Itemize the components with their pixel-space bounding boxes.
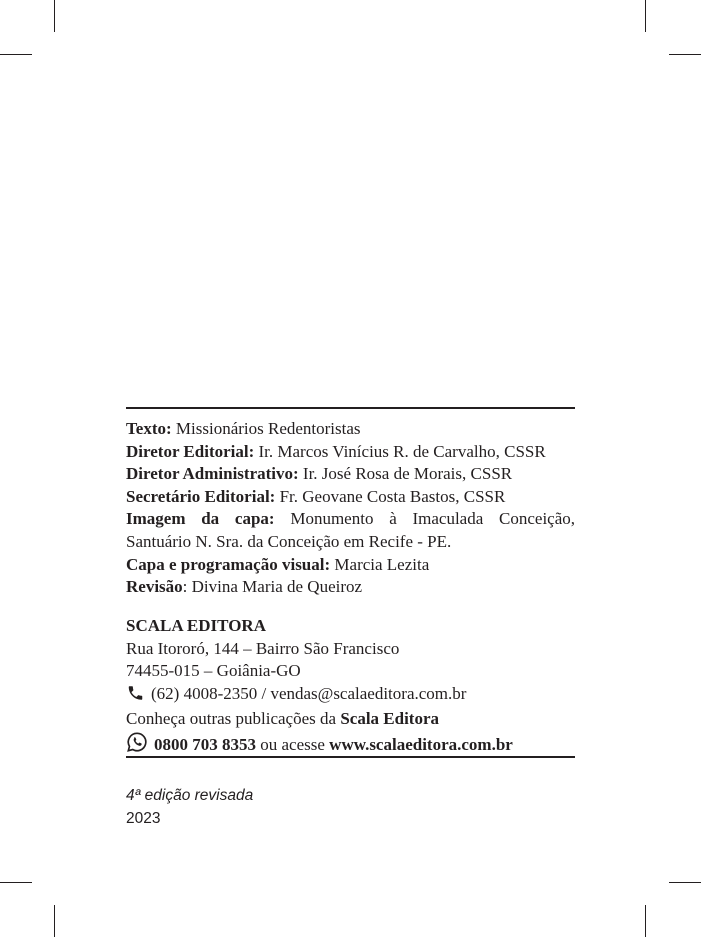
edition-block: [126, 784, 253, 830]
crop-mark-top-right-horizontal: [669, 54, 701, 55]
publisher-address-line2: 74455-015 – Goiânia-GO: [126, 661, 301, 681]
crop-mark-bottom-right-vertical: [645, 905, 646, 937]
crop-mark-bottom-left-vertical: [54, 905, 55, 937]
publisher-phone-line: (62) 4008-2350 / vendas@scalaeditora.com.br: [126, 683, 575, 709]
publisher-publications-line: Conheça outras publicações da Scala Editora: [126, 709, 440, 729]
crop-mark-top-left-horizontal: [0, 54, 32, 55]
credit-capa-programacao: Capa e programação visual: Marcia Lezita: [126, 554, 430, 574]
crop-mark-top-left-vertical: [54, 0, 55, 32]
credit-diretor-administrativo: Diretor Administrativo: Ir. José Rosa de Morais, CSSR: [126, 464, 513, 484]
website-link[interactable]: www.scalaeditora.com.br: [329, 734, 513, 754]
publisher-name: SCALA EDITORA: [126, 616, 266, 635]
top-divider: [126, 407, 575, 409]
crop-mark-bottom-right-horizontal: [669, 882, 701, 883]
credit-imagem-capa: Imagem da capa: Monumento à Imaculada Conceição, Santuário N. Sra. da Conceição em Recife - PE.: [126, 509, 576, 551]
bottom-divider: [126, 756, 575, 758]
publisher-address-line1: Rua Itororó, 144 – Bairro São Francisco: [126, 638, 400, 658]
credit-secretario-editorial: Secretário Editorial: Fr. Geovane Costa Bastos, CSSR: [126, 486, 506, 506]
crop-mark-top-right-vertical: [645, 0, 646, 32]
phone-icon: [126, 684, 145, 709]
credit-revisao: Revisão: Divina Maria de Queiroz: [126, 577, 363, 597]
edition-year: 2023: [126, 810, 161, 827]
edition-label: 4ª edição revisada: [126, 787, 254, 804]
credit-diretor-editorial: Diretor Editorial: Ir. Marcos Vinícius R. de Carvalho, CSSR: [126, 441, 546, 461]
credits-block: [126, 418, 575, 599]
credit-texto: Texto: Missionários Redentoristas: [126, 419, 361, 438]
crop-mark-bottom-left-horizontal: [0, 882, 32, 883]
publisher-block: [126, 615, 575, 760]
publisher-whatsapp-line: 0800 703 8353 ou acesse www.scalaeditora.com.br: [126, 731, 575, 760]
